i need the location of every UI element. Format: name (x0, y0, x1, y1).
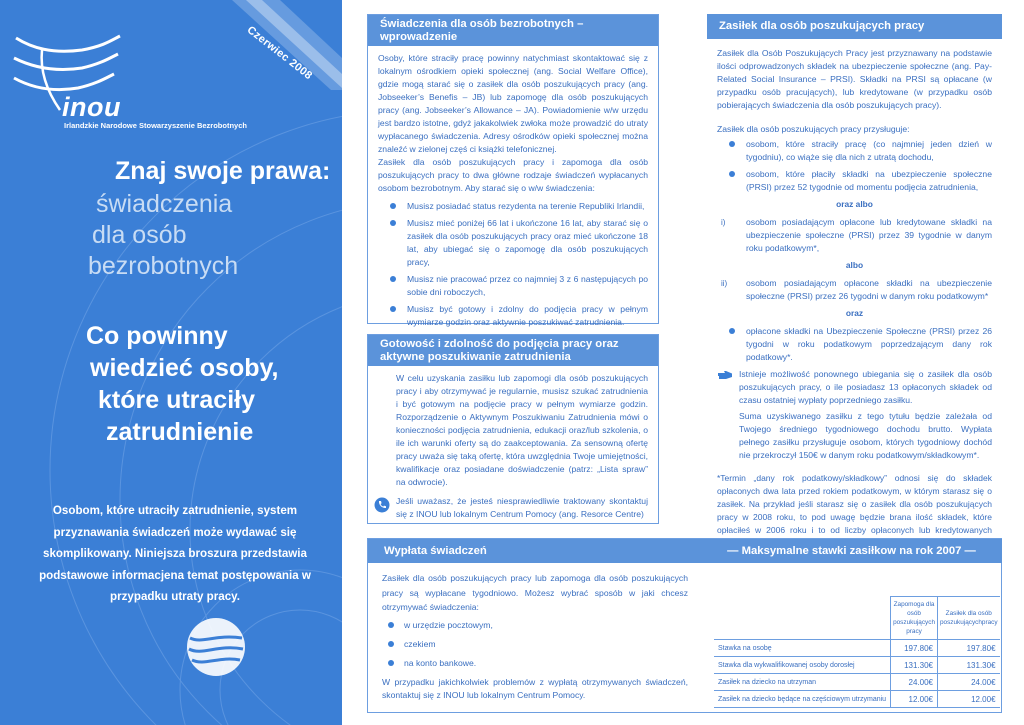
cover-question-line-3: które utraciły (98, 386, 256, 414)
rates-table (714, 596, 1000, 708)
contact-note-text: Jeśli uważasz, że jesteś niesprawiedliwie traktowany skontaktuj się z INOU lub lokalnym Centrum Pomocy (ang. Resorce Centre) (396, 496, 648, 519)
table-row (714, 674, 1000, 691)
jb-rate: 131.30€ (938, 657, 1000, 674)
list-item: w urzędzie pocztowym, (382, 619, 688, 632)
jb-rate: 12.00€ (938, 691, 1000, 708)
table-row (714, 691, 1000, 708)
list-item: Musisz być gotowy i zdolny do podjęcia pracy w pełnym wymiarze godzin oraz aktywnie poszukiwać zatrudnienia. (378, 303, 648, 329)
ready-heading: Gotowość i zdolność do podjęcia pracy oraz aktywne poszukiwanie zatrudnienia (368, 335, 658, 366)
cover-subtitle-line-3: bezrobotnych (88, 252, 239, 280)
table-row (714, 640, 1000, 657)
intro-section (367, 14, 659, 327)
row-label: Zasiłek na dziecko na utrzyman (714, 674, 891, 691)
albo-label: albo (845, 259, 864, 270)
payment-intro: Zasiłek dla osób poszukujących pracy lub zapomoga dla osób poszukujących pracy są wypłacane tygodniowo. Możesz wybrać sposób w jaki chcesz otrzymywać świadczenia: (382, 573, 688, 612)
list-item: czekiem (382, 638, 688, 651)
list-item: na konto bankowe. (382, 657, 688, 670)
contact-note (374, 495, 648, 521)
jb-rate: 197.80€ (938, 640, 1000, 657)
jb-entitled-list (717, 138, 992, 194)
list-item: Musisz mieć poniżej 66 lat i ukończone 16 lat, aby starać się o zasiłek dla osób poszukujących pracy oraz mieć ukończone 18 lat, aby ubiegać się o zapomogę dla osób poszukujących pracy, (378, 217, 648, 269)
payment-outro: W przypadku jakichkolwiek problemów z wypłatą otrzymywanych świadczeń, skontaktuj się z INOU lub lokalnym Centrum Pomocy. (382, 676, 688, 700)
cover-intro-text: Osobom, które utraciły zatrudnienie, system przyznawania świadczeń może wydawać się skomplikowany. Niniejsza broszura przedstawia podstawowe informacjena temat postępowania w przypadku utraty pracy. (39, 504, 311, 603)
list-item: ii) osobom posiadającym opłacone składki na ubezpieczenie społeczne (PRSI) przez 26 tygodni w danym roku podatkowym* (717, 277, 992, 303)
or-also-label: oraz albo (836, 198, 873, 209)
list-item: osobom, które płaciły składki na ubezpieczenie społeczne (PRSI) przez 52 tygodnie od momentu podjęcia zatrudnienia, (717, 168, 992, 194)
row-label: Zasiłek na dziecko będące na częściowym utrzymaniu (714, 691, 891, 708)
ready-section (367, 334, 659, 524)
tax-year-footnote: *Termin „dany rok podatkowy/składkowy” odnosi się do składek opłaconych dwa lata przed rokiem podatkowym, w którym starasz się o zasiłek. Na przykład jeśli starasz się o zasiłek dla osób poszukujących pracy w 2008 roku, to pod uwagę będzie brana ilość składek, które opłaciłeś w 2006 roku i to od liczby opłaconych lub kredytowanych (717, 472, 992, 535)
jb-entitled-intro: Zasiłek dla osób poszukujących pracy przysługuje: (717, 123, 910, 134)
wave-ball-icon (186, 616, 246, 678)
requalify-note-text: Istnieje możliwość ponownego ubiegania się o zasiłek dla osób poszukujących pracy, o ile posiadasz 13 opłaconych składek od czasu ostatniej wypłaty poprzedniego zasiłku. (739, 368, 992, 405)
issue-date: Czerwiec 2008 (244, 24, 315, 83)
cover-question-line-4: zatrudnienie (106, 418, 254, 446)
column-header-jb: Zasiłek dla osób poszukującychpracy (938, 597, 1000, 640)
table-row (714, 657, 1000, 674)
amount-note: Suma uzyskiwanego zasiłku z tego tytułu będzie zależała od Twojego średniego tygodniowego dochodu brutto. Wypłata pełnego zasiłku przysługuje osobom, których tygodniowy dochód nie przekroczył 150€ w danym roku podatkowym/składkowym*. (739, 410, 992, 460)
ja-rate: 12.00€ (891, 691, 938, 708)
right-column (707, 14, 1002, 550)
table-corner (714, 597, 891, 640)
payment-body (382, 571, 688, 702)
payment-methods-list (382, 619, 688, 670)
middle-column (367, 14, 659, 524)
cover-subtitle-line-1: świadczenia (96, 190, 233, 218)
jb-roman-list (717, 216, 992, 255)
intro-paragraph-1: Osoby, które straciły pracę powinny natychmiast skontaktować się z lokalnym ośrodkiem opieki społecznej (ang. Social Welfare Office), gdzie mogą starać się o zasiłek dla osób poszukujących pracy (ang. Jobseeker’s Benefis – JB) lub zapomogę dla osób poszukujących pracy (ang. Jobseeker’s Allowance – JA). Powiadomienie w/w urzędu jest bardzo istotne, gdyż jakakolwiek zwłoka może prowadzić do utraty wypłacanego świadczenia. Adresy ośrodków opieki społecznej można znaleźć w zielonej częś ci książki telefonicznej. (378, 53, 648, 154)
ja-rate: 131.30€ (891, 657, 938, 674)
list-item: Musisz nie pracować przez co najmniej 3 z 6 następujących po sobie dni roboczych, (378, 273, 648, 299)
logo-subtitle: Irlandzkie Narodowe Stowarzyszenie Bezrobotnych (64, 121, 247, 130)
cover-panel (0, 0, 342, 725)
jb-roman-list-2 (717, 277, 992, 303)
jb-paragraph-1: Zasiłek dla Osób Poszukujących Pracy jest przyznawany na podstawie ilości odprowadzonych składek na ubezpieczenie społeczne (ang. Pay-Related Social Insurance – PRSI). Składki na PRSI są opłacane (w przypadku osób pracujących), lub kredytowane (w przypadku osób pobierających świadczenia dla osób poszukujących pracy). (717, 47, 992, 110)
ja-rate: 24.00€ (891, 674, 938, 691)
requalify-note (717, 368, 992, 407)
cover-subtitle-line-2: dla osób (92, 221, 187, 249)
list-item: opłacone składki na Ubezpieczenie Społeczne (PRSI) przez 26 tygodni w roku podatkowym poprzedzającym dany rok podatkowy*. (717, 325, 992, 364)
rates-heading: — Maksymalne stawki zasiłkow na rok 2007 — (701, 539, 1002, 563)
ja-rate: 197.80€ (891, 640, 938, 657)
intro-paragraph-2: Zasiłek dla osób poszukujących pracy i zapomoga dla osób poszukujących pracy to dwa główne rodzaje świadczeń wypłacanych osobom bezrobotnym. Aby starać się o w/w świadczenia: (378, 157, 648, 193)
list-item: i) osobom posiadającym opłacone lub kredytowane składki na ubezpieczenie społeczne (PRSI) przez 39 tygodnie w danym roku podatkowym*, (717, 216, 992, 255)
cover-question-line-1: Co powinny (86, 322, 228, 350)
intro-heading: Świadczenia dla osób bezrobotnych – wprowadzenie (368, 15, 658, 46)
payment-rates-box (367, 538, 1002, 713)
cover-title: Znaj swoje prawa: (115, 157, 331, 185)
eligibility-list (378, 200, 648, 329)
pointing-hand-icon (717, 368, 733, 380)
row-label: Stawka dla wykwalifikowanej osoby dorosłej (714, 657, 891, 674)
row-label: Stawka na osobę (714, 640, 891, 657)
payment-heading: Wypłata świadczeń (368, 539, 701, 563)
oraz-label: oraz (845, 307, 864, 318)
cover-question-line-2: wiedzieć osoby, (90, 354, 279, 382)
ready-body: W celu uzyskania zasiłku lub zapomogi dla osób poszukujących pracy i aby otrzymywać je regularnie, musisz szukać zatrudnienia i być gotowym na podjęcie pracy w pełnym wymiarze godzin. Rozporządzenie o Aktywnym Poszukiwaniu Zatrudnienia mówi o konieczności podjęcia zatrudnienia, edukacji oraz/lub szkolenia, o ile ich warunki oferty są do zaakceptowania. Za sensowną ofertę pracy uważa się taką ofertę, która uwzględnia Twoje umiejętności, kwalifikacje oraz posiadane doświadczenie (patrz: „Lista spraw” na odwrocie). (396, 373, 648, 487)
jb-heading: Zasiłek dla osób poszukujących pracy (707, 14, 1002, 39)
logo-wordmark: inou (62, 92, 121, 122)
column-header-ja: Zapomoga dla osób poszukujących pracy (891, 597, 938, 640)
phone-icon (374, 497, 390, 513)
jb-contribution-list (717, 325, 992, 364)
table-header-row (714, 597, 1000, 640)
jb-rate: 24.00€ (938, 674, 1000, 691)
list-item: osobom, które straciły pracę (co najmniej jeden dzień w tygodniu), co wiąże się dla nich z utratą dochodu, (717, 138, 992, 164)
list-item: Musisz posiadać status rezydenta na terenie Republiki Irlandii, (378, 200, 648, 213)
